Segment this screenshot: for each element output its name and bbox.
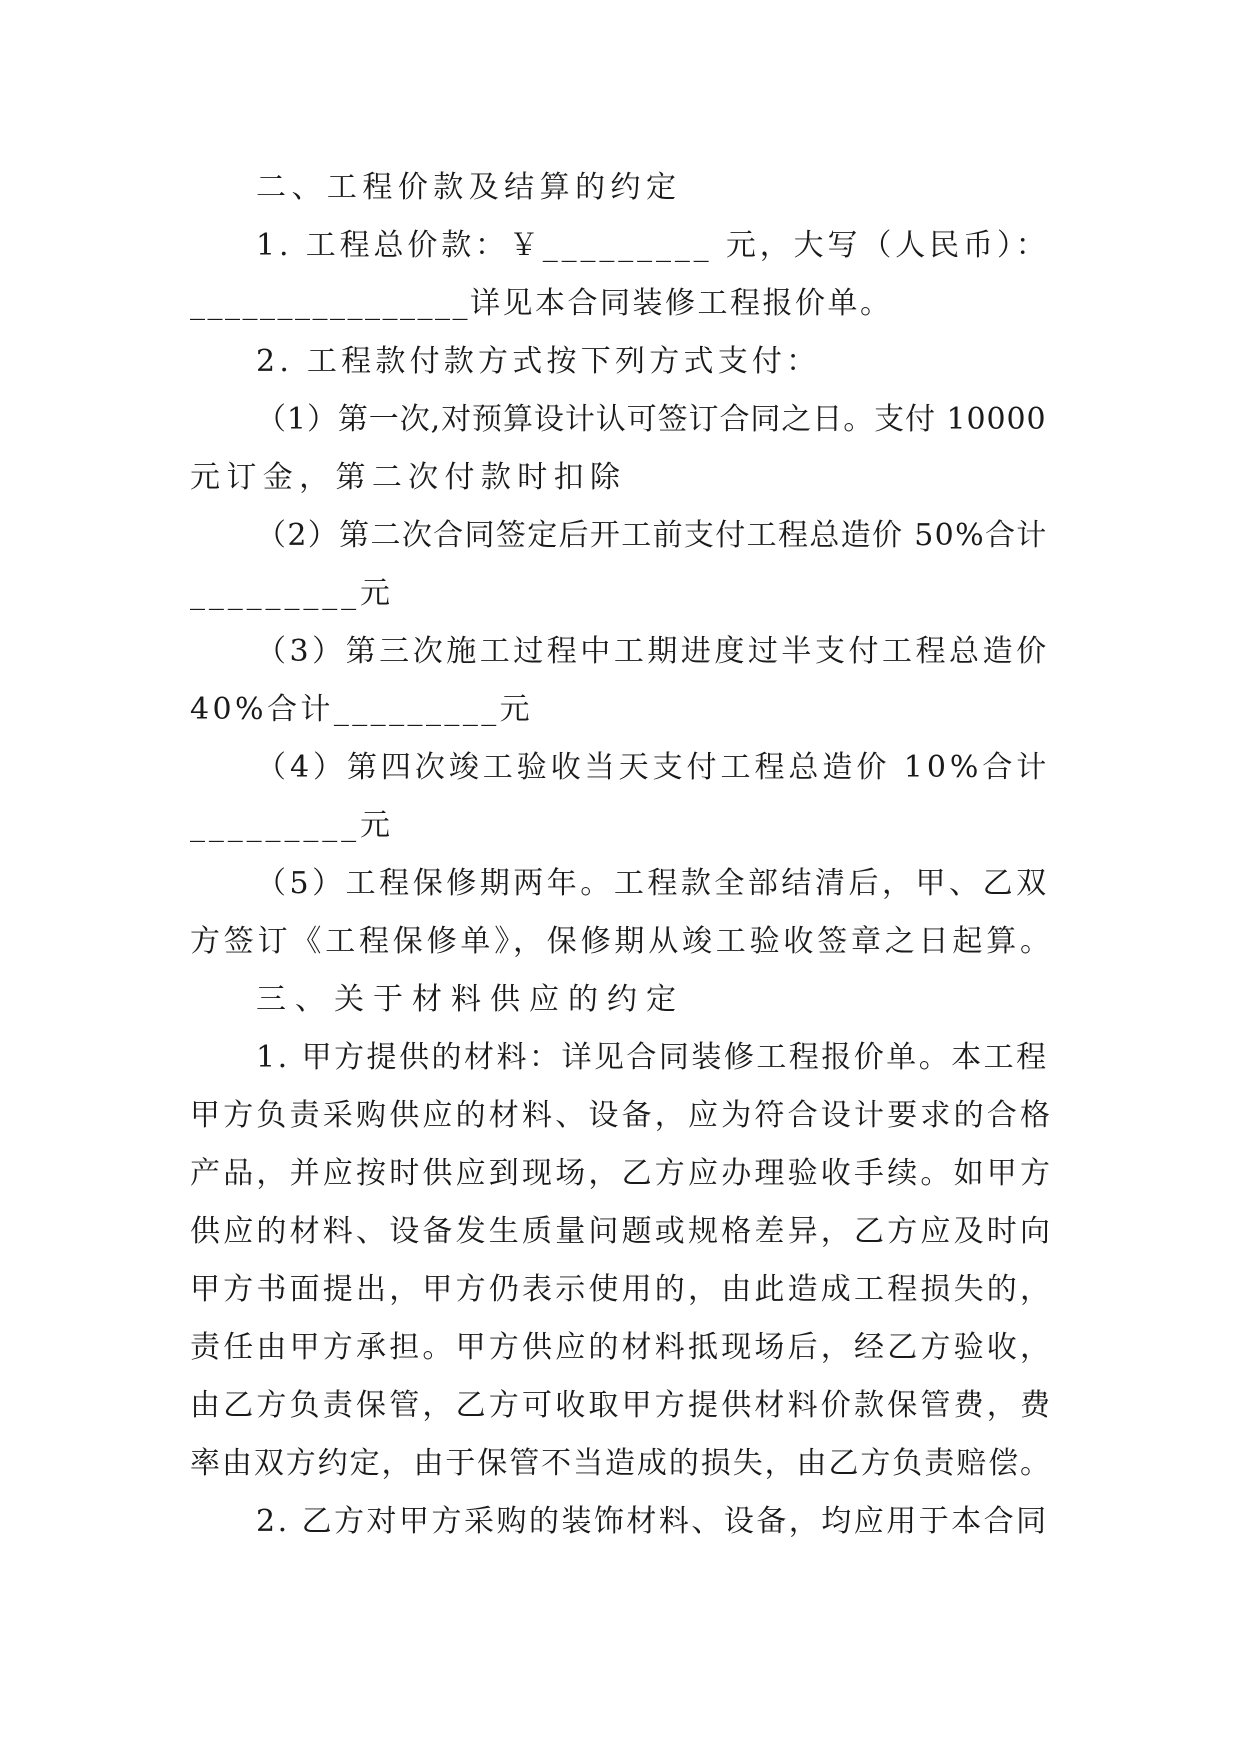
- paragraph-line: 供应的材料、设备发生质量问题或规格差异，乙方应及时向: [190, 1214, 1054, 1249]
- paragraph-line: 由乙方负责保管，乙方可收取甲方提供材料价款保管费，费: [190, 1388, 1054, 1423]
- section-heading: 三、关于材料供应的约定: [256, 982, 685, 1017]
- paragraph-line: _________元: [190, 808, 394, 843]
- paragraph-line: 2. 乙方对甲方采购的装饰材料、设备，均应用于本合同: [256, 1504, 1049, 1539]
- paragraph-line: _________元: [190, 576, 394, 611]
- paragraph-line: 元订金，第二次付款时扣除: [190, 460, 627, 495]
- paragraph-line: 责任由甲方承担。甲方供应的材料抵现场后，经乙方验收，: [190, 1330, 1054, 1365]
- paragraph-line: （4）第四次竣工验收当天支付工程总造价 10%合计: [256, 750, 1051, 785]
- section-heading: 二、工程价款及结算的约定: [256, 170, 682, 205]
- paragraph-line: 甲方负责采购供应的材料、设备，应为符合设计要求的合格: [190, 1098, 1054, 1133]
- paragraph-line: 2. 工程款付款方式按下列方式支付：: [256, 344, 821, 379]
- paragraph-line: 甲方书面提出，甲方仍表示使用的，由此造成工程损失的，: [190, 1272, 1054, 1307]
- paragraph-line: （5）工程保修期两年。工程款全部结清后，甲、乙双: [256, 866, 1050, 901]
- paragraph-line: 率由双方约定，由于保管不当造成的损失，由乙方负责赔偿。: [190, 1446, 1052, 1481]
- paragraph-line: 1. 工程总价款：￥_________ 元，大写（人民币）：: [256, 228, 1050, 263]
- paragraph-line: （1）第一次,对预算设计认可签订合同之日。支付 10000: [256, 402, 1047, 437]
- paragraph-line: （2）第二次合同签定后开工前支付工程总造价 50%合计: [256, 518, 1048, 553]
- paragraph-line: ________________详见本合同装修工程报价单。: [190, 286, 893, 321]
- paragraph-line: 方签订《工程保修单》，保修期从竣工验收签章之日起算。: [190, 924, 1054, 959]
- paragraph-line: 产品，并应按时供应到现场，乙方应办理验收手续。如甲方: [190, 1156, 1054, 1191]
- paragraph-line: 40%合计_________元: [190, 692, 534, 727]
- paragraph-line: 1. 甲方提供的材料：详见合同装修工程报价单。本工程: [256, 1040, 1049, 1075]
- paragraph-line: （3）第三次施工过程中工期进度过半支付工程总造价: [256, 634, 1050, 669]
